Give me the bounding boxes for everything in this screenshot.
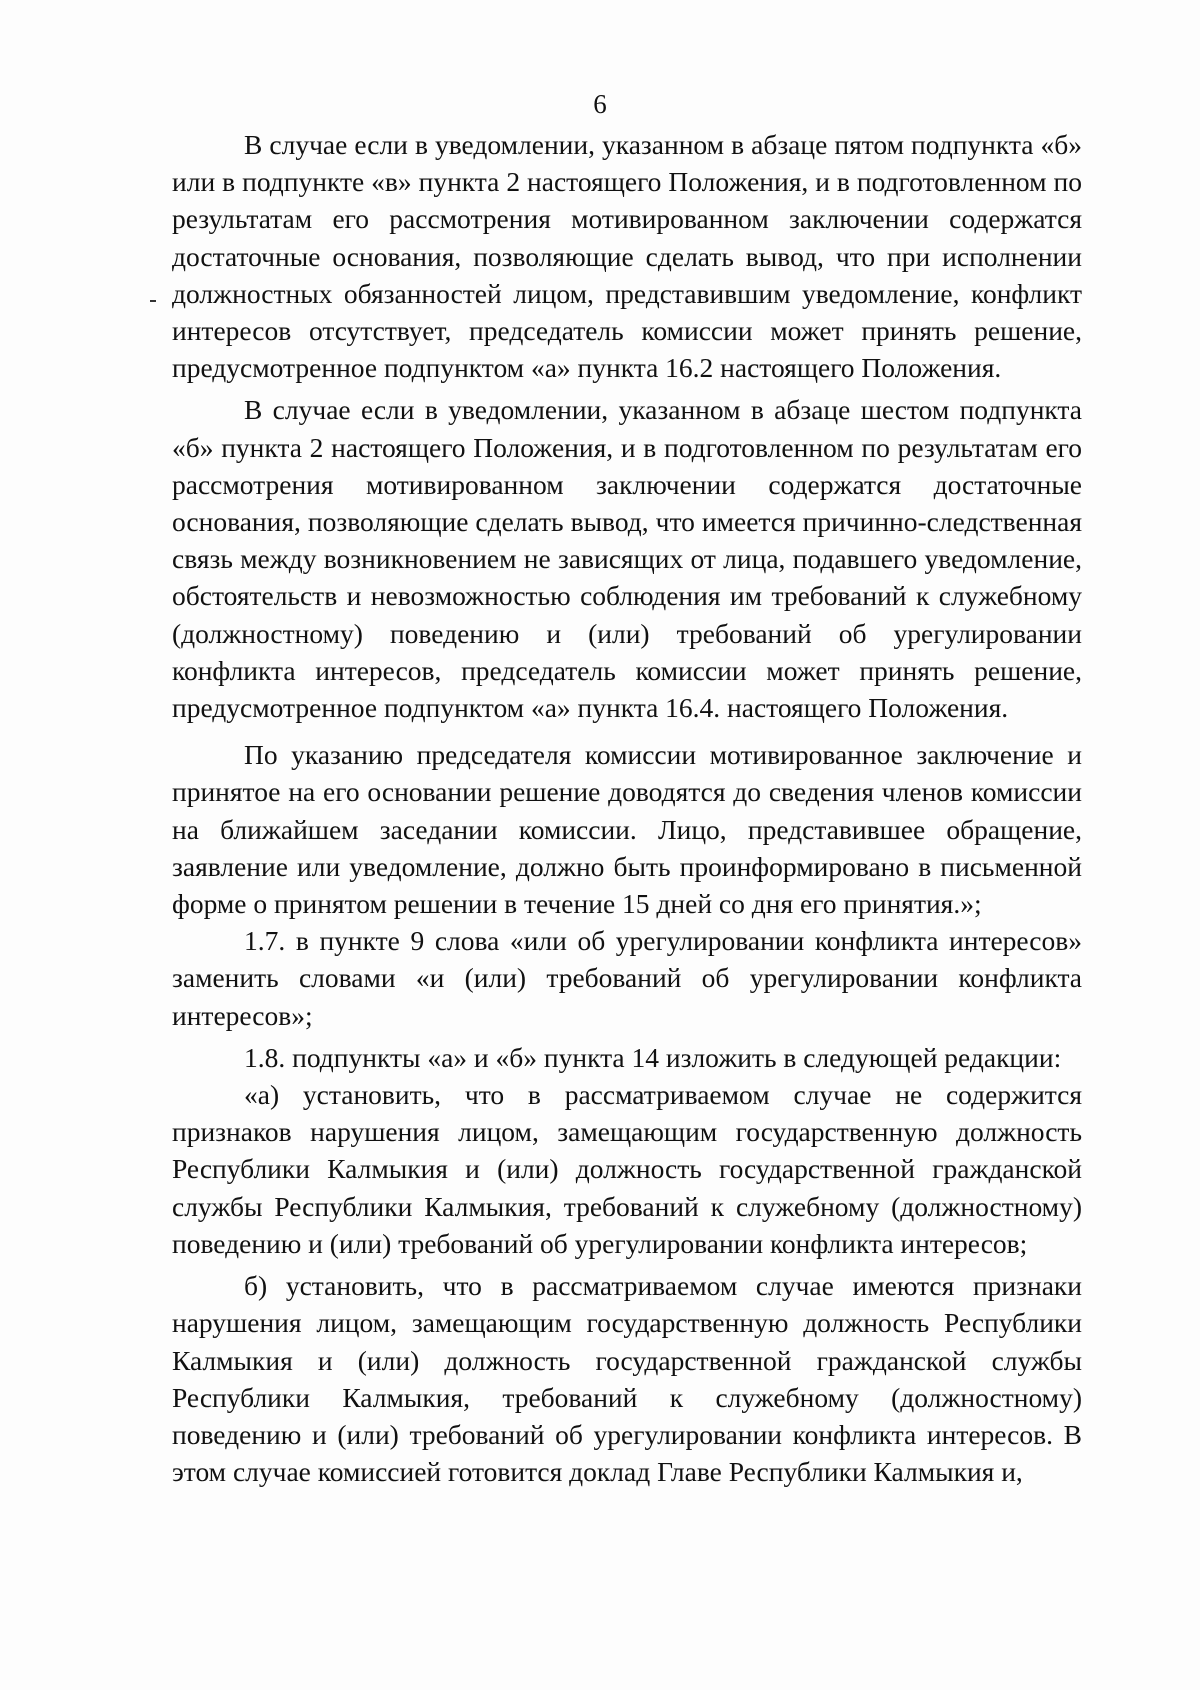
paragraph-subitem-b: б) установить, что в рассматриваемом случае имеются признаки нарушения лицом, замещающим государственную должность Республики Калмыкия и (или) должность государственной гражданской службы Республики Калмыкия, требований к служебному (должностному) поведению и (или) требований об урегулировании конфликта интересов. В этом случае комиссией готовится доклад Главе Республики Калмыкия и,: [172, 1270, 1082, 1488]
paragraph-chairman-instruction: По указанию председателя комиссии мотивированное заключение и принятое на его основании решение доводятся до сведения членов комиссии на ближайшем заседании комиссии. Лицо, представившее обращение, заявление или уведомление, должно быть проинформировано в письменной форме о принятом решении в течение 15 дней со дня его принятия.»;: [172, 739, 1082, 920]
document-body: [172, 126, 1082, 1490]
page-number: 6: [593, 89, 607, 119]
paragraph-item-1-8: 1.8. подпункты «а» и «б» пункта 14 изложить в следующей редакции:: [244, 1041, 1062, 1073]
paragraph-notification-causal-link: В случае если в уведомлении, указанном в абзаце шестом подпункта «б» пункта 2 настоящего Положения, и в подготовленном по результатам его рассмотрения мотивированном заключении содержатся достаточные основания, позволяющие сделать вывод, что имеется причинно-следственная связь между возникновением не зависящих от лица, подавшего уведомление, обстоятельств и невозможностью соблюдения им требований к служебному (должностному) поведению и (или) требований об урегулировании конфликта интересов, председатель комиссии может принять решение, предусмотренное подпунктом «а» пункта 16.4. настоящего Положения.: [172, 394, 1082, 724]
paragraph-notification-no-conflict: В случае если в уведомлении, указанном в абзаце пятом подпункта «б» или в подпункте «в» пункта 2 настоящего Положения, и в подготовленном по результатам его рассмотрения мотивированном заключении содержатся достаточные основания, позволяющие сделать вывод, что при исполнении должностных обязанностей лицом, представившим уведомление, конфликт интересов отсутствует, председатель комиссии может принять решение, предусмотренное подпунктом «а» пункта 16.2 настоящего Положения.: [172, 129, 1082, 384]
paragraph-subitem-a: «а) установить, что в рассматриваемом случае не содержится признаков нарушения лицом, замещающим государственную должность Республики Калмыкия и (или) должность государственной гражданской службы Республики Калмыкия, требований к служебному (должностному) поведению и (или) требований об урегулировании конфликта интересов;: [172, 1079, 1082, 1259]
scan-artifact-mark: [150, 300, 156, 302]
paragraph-item-1-7: 1.7. в пункте 9 слова «или об урегулировании конфликта интересов» заменить словами «и (или) требований об урегулировании конфликта интересов»;: [172, 925, 1082, 1031]
